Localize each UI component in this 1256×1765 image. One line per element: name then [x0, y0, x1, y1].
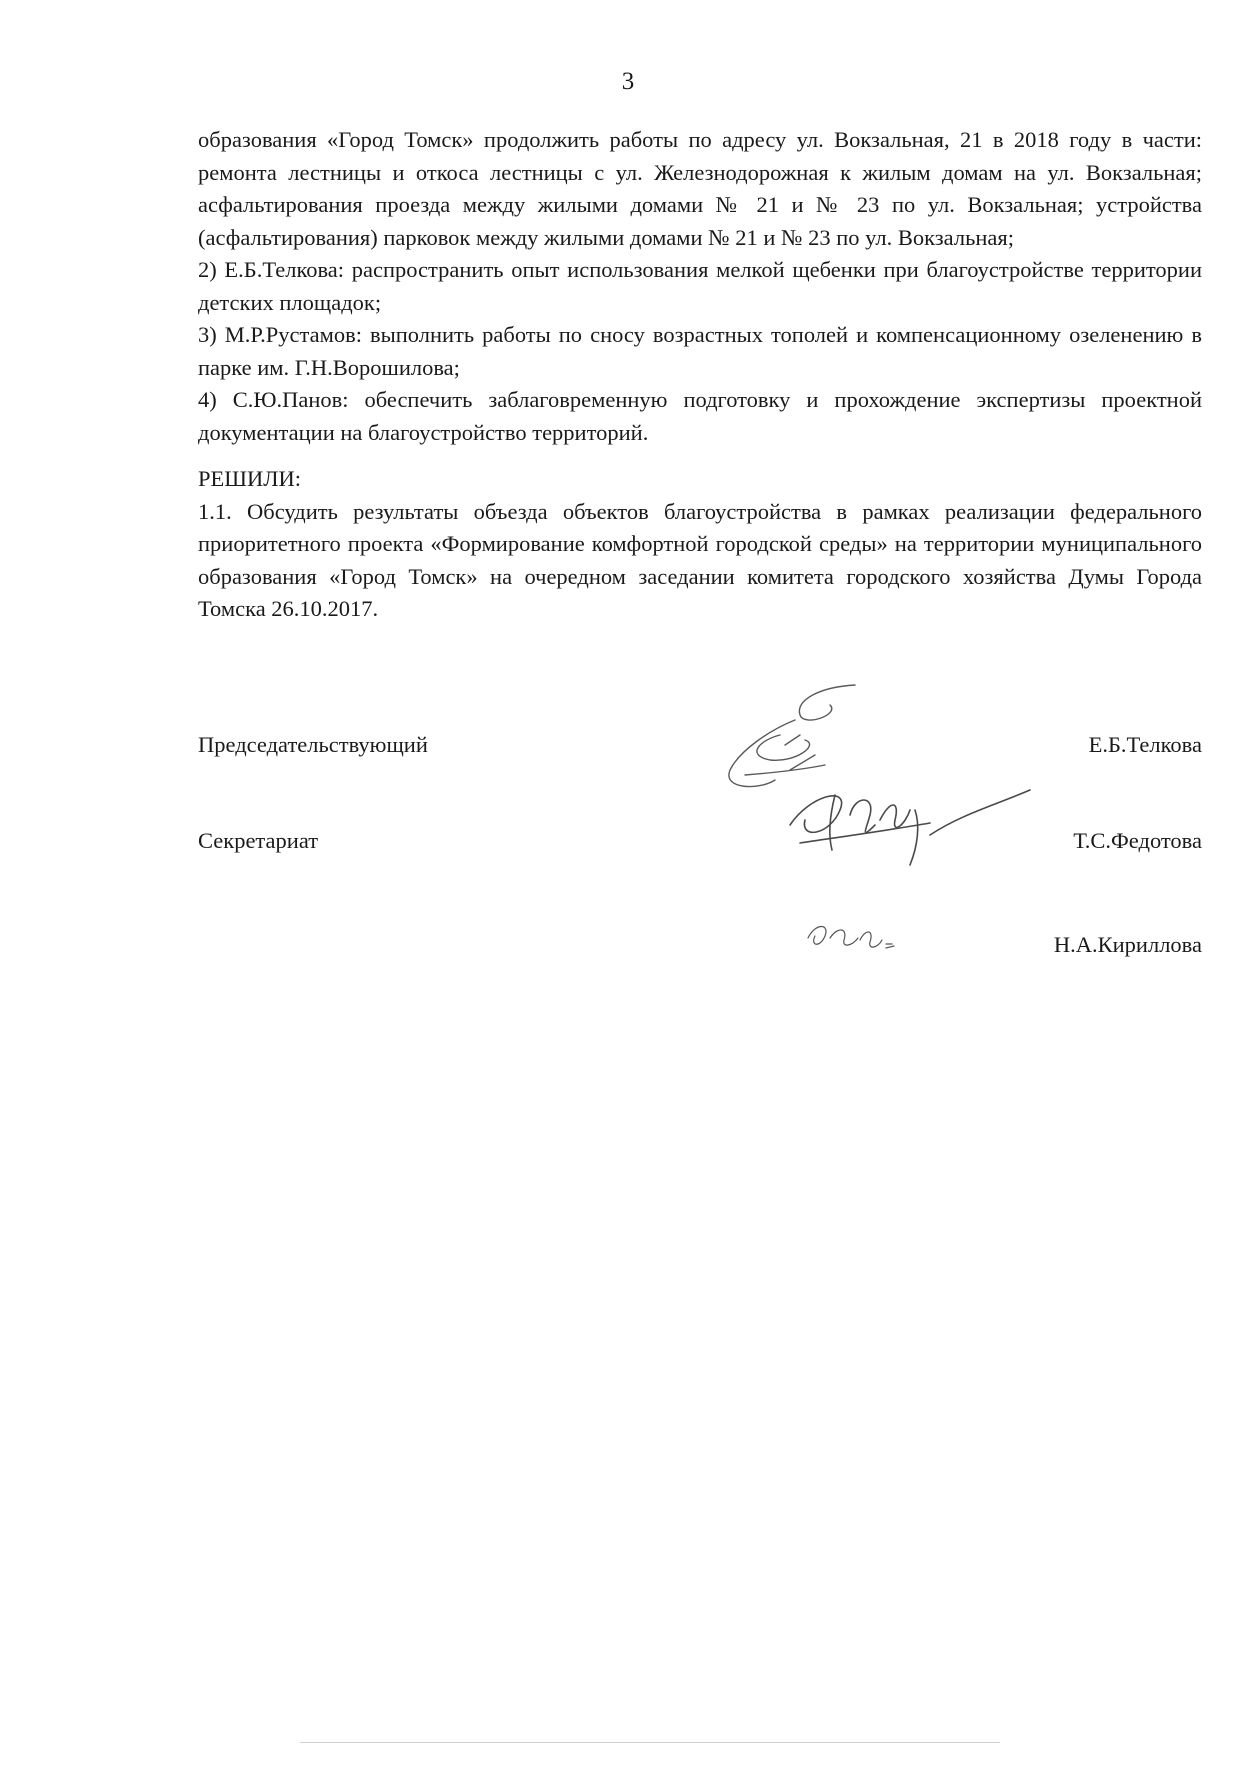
page-number: 3 [621, 68, 635, 95]
paragraph: 2) Е.Б.Телкова: распространить опыт использования мелкой щебенки при благоустройстве территории детских площадок; [198, 257, 1202, 315]
signature-row-secretariat [198, 828, 1202, 860]
handwritten-signature-fedotova [780, 755, 1040, 875]
decision-text: 1.1. Обсудить результаты объезда объектов благоустройства в рамках реализации федерального приоритетного проекта «Формирование комфортной городской среды» на территории муниципального образования «Город Томск» на очередном заседании комитета городского хозяйства Думы Города Томска 26.10.2017. [198, 498, 1202, 621]
signature-name: Е.Б.Телкова [1088, 732, 1202, 757]
decision-heading: РЕШИЛИ: [198, 466, 301, 491]
signature-role: Председательствующий [198, 732, 428, 757]
scan-artifact-line [300, 1742, 1000, 1743]
signature-row-third [198, 932, 1202, 964]
paragraph: образования «Город Томск» продолжить работы по адресу ул. Вокзальная, 21 в 2018 году в части: ремонта лестницы и откоса лестницы с ул. Железнодорожная к жилым домам на ул. Вокзальная; асфальтирования проезда между жилыми домами № 21 и № 23 по ул. Вокзальная; устройства (асфальтирования) парковок между жилыми домами № 21 и № 23 по ул. Вокзальная; [198, 127, 1202, 250]
paragraph: 4) С.Ю.Панов: обеспечить заблаговременную подготовку и прохождение экспертизы проектной документации на благоустройство территорий. [198, 387, 1202, 445]
handwritten-signature-kirillova [800, 908, 910, 968]
document-body [198, 124, 1202, 626]
signature-name: Т.С.Федотова [1073, 828, 1202, 853]
paragraph: 3) М.Р.Рустамов: выполнить работы по сносу возрастных тополей и компенсационному озеленению в парке им. Г.Н.Ворошилова; [198, 322, 1202, 380]
signature-role: Секретариат [198, 828, 319, 853]
signature-name: Н.А.Кириллова [1053, 932, 1202, 957]
